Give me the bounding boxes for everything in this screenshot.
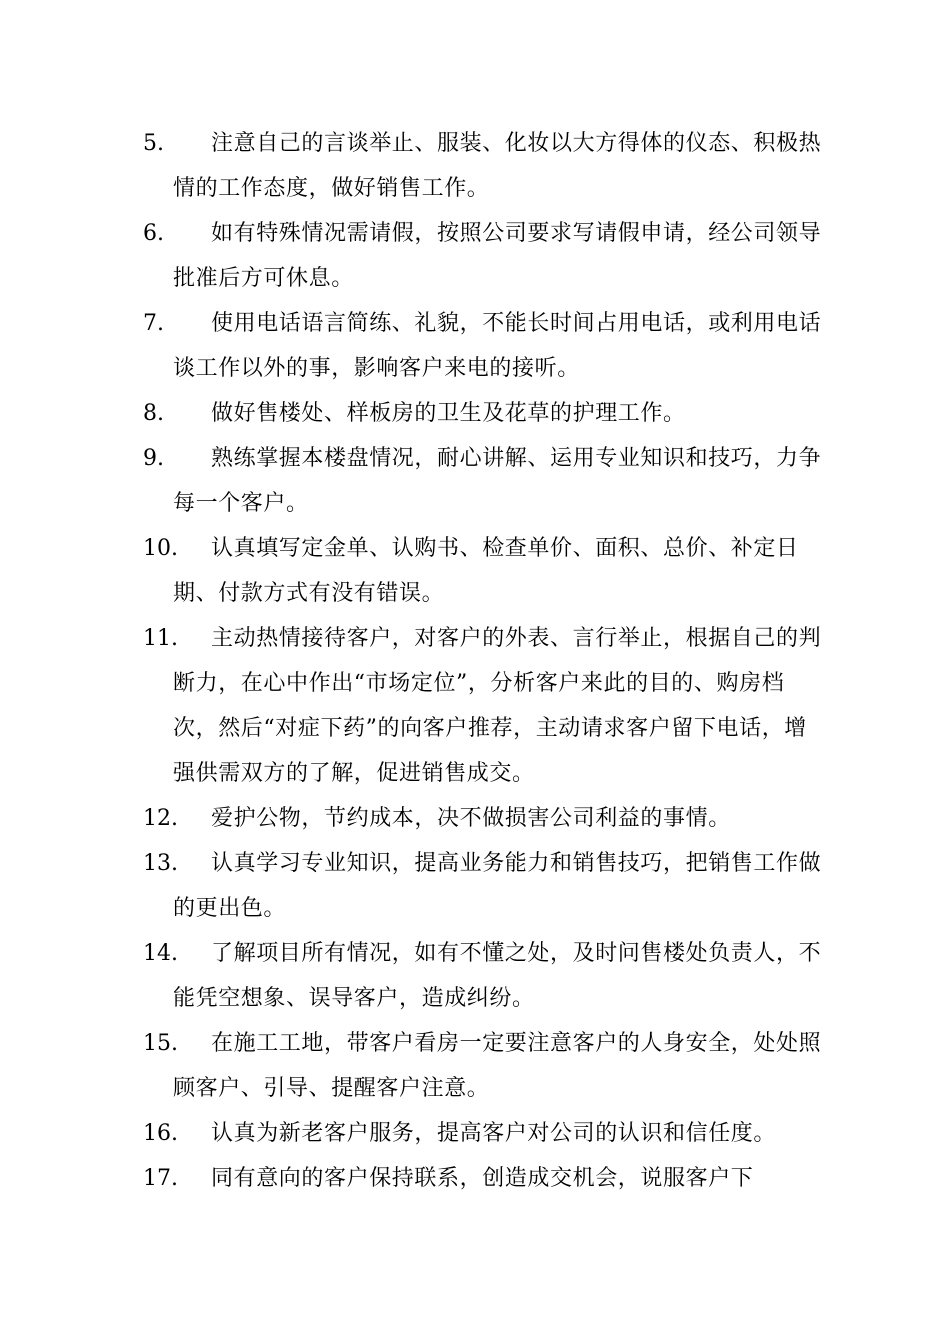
item-number: 9. bbox=[143, 446, 164, 471]
list-item bbox=[143, 1111, 823, 1156]
list-item bbox=[143, 616, 823, 796]
item-text: 如有特殊情况需请假，按照公司要求写请假申请，经公司领导批准后方可休息。 bbox=[173, 221, 822, 291]
item-number: 15. bbox=[143, 1031, 178, 1056]
item-text: 在施工工地，带客户看房一定要注意客户的人身安全，处处照 顾客户、引导、提醒客户注意。 bbox=[173, 1031, 822, 1101]
item-text: 做好售楼处、样板房的卫生及花草的护理工作。 bbox=[211, 401, 686, 426]
item-number: 16. bbox=[143, 1121, 178, 1146]
item-text: 熟练掌握本楼盘情况，耐心讲解、运用专业知识和技巧，力争每一个客户。 bbox=[173, 446, 822, 516]
item-text: 主动热情接待客户，对客户的外表、言行举止，根据自己的判断力，在心中作出“市场定位”，分析客户来此的目的、购房档次，然后“对症下药”的向客户推荐，主动请求客户留下电话，增强供需双方的了解，促进销售成交。 bbox=[173, 626, 822, 786]
numbered-list bbox=[143, 121, 823, 1201]
list-item bbox=[143, 436, 823, 526]
item-text: 使用电话语言简练、礼貌，不能长时间占用电话，或利用电话谈工作以外的事，影响客户来电的接听。 bbox=[173, 311, 822, 381]
item-text: 认真为新老客户服务，提高客户对公司的认识和信任度。 bbox=[211, 1121, 777, 1146]
item-number: 17. bbox=[143, 1166, 178, 1191]
list-item bbox=[143, 1021, 823, 1111]
item-text: 注意自己的言谈举止、服装、化妆以大方得体的仪态、积极热情的工作态度，做好销售工作。 bbox=[173, 131, 822, 201]
item-number: 14. bbox=[143, 941, 178, 966]
item-number: 13. bbox=[143, 851, 178, 876]
list-item bbox=[143, 391, 823, 436]
item-text: 爱护公物，节约成本，决不做损害公司利益的事情。 bbox=[211, 806, 731, 831]
list-item bbox=[143, 796, 823, 841]
list-item bbox=[143, 1156, 823, 1201]
item-text: 认真填写定金单、认购书、检查单价、面积、总价、补定日期、付款方式有没有错误。 bbox=[173, 536, 799, 606]
item-number: 12. bbox=[143, 806, 178, 831]
item-number: 11. bbox=[143, 626, 178, 651]
item-number: 5. bbox=[143, 131, 164, 156]
list-item bbox=[143, 301, 823, 391]
list-item bbox=[143, 211, 823, 301]
list-item bbox=[143, 121, 823, 211]
item-number: 10. bbox=[143, 536, 178, 561]
item-number: 8. bbox=[143, 401, 164, 426]
list-item bbox=[143, 931, 823, 1021]
list-item bbox=[143, 526, 823, 616]
item-number: 7. bbox=[143, 311, 164, 336]
list-item bbox=[143, 841, 823, 931]
item-number: 6. bbox=[143, 221, 164, 246]
item-text: 认真学习专业知识，提高业务能力和销售技巧，把销售工作做的更出色。 bbox=[173, 851, 822, 921]
item-text: 同有意向的客户保持联系，创造成交机会，说服客户下 bbox=[211, 1166, 754, 1191]
item-text: 了解项目所有情况，如有不懂之处，及时问售楼处负责人，不能凭空想象、误导客户，造成纠纷。 bbox=[173, 941, 822, 1011]
